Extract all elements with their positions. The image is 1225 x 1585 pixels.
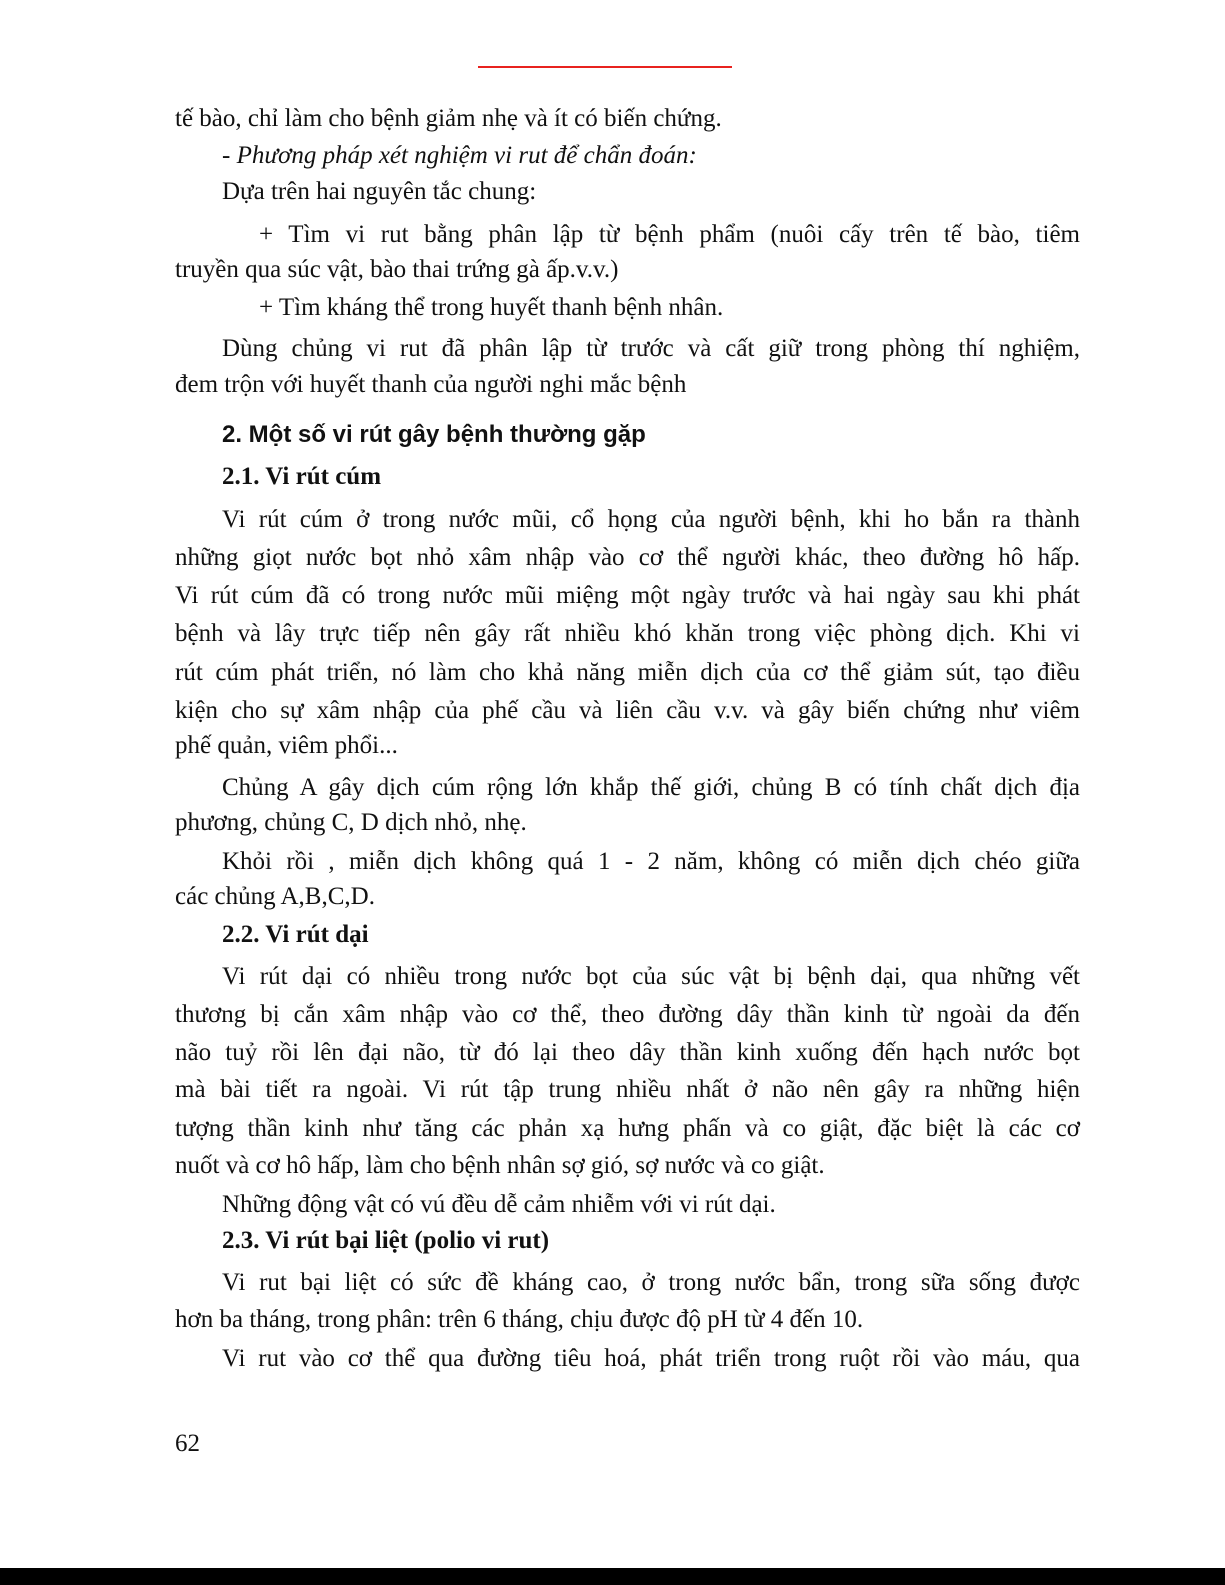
text-line: Vi rut vào cơ thể qua đường tiêu hoá, phát triển trong ruột rồi vào máu, qua [222,1345,1080,1372]
text-line: tế bào, chỉ làm cho bệnh giảm nhẹ và ít có biến chứng. [175,105,722,132]
text-line: truyền qua súc vật, bào thai trứng gà ấp.v.v.) [175,256,619,283]
text-line: + Tìm vi rut bằng phân lập từ bệnh phẩm (nuôi cấy trên tế bào, tiêm [259,221,1080,248]
text-line: hơn ba tháng, trong phân: trên 6 tháng, chịu được độ pH từ 4 đến 10. [175,1306,864,1333]
text-line: đem trộn với huyết thanh của người nghi mắc bệnh [175,371,687,398]
header-rule [478,66,732,68]
text-line: những giọt nước bọt nhỏ xâm nhập vào cơ thể người khác, theo đường hô hấp. [175,544,1080,571]
text-line: Khỏi rồi , miễn dịch không quá 1 - 2 năm, không có miễn dịch chéo giữa [222,848,1080,875]
text-line: Vi rút dại có nhiều trong nước bọt của súc vật bị bệnh dại, qua những vết [222,963,1080,990]
text-line: Những động vật có vú đều dễ cảm nhiễm với vi rút dại. [222,1191,776,1218]
text-line: nuốt và cơ hô hấp, làm cho bệnh nhân sợ gió, sợ nước và co giật. [175,1152,825,1179]
text-line: thương bị cắn xâm nhập vào cơ thể, theo đường dây thần kinh từ ngoài da đến [175,1001,1080,1028]
subsection-heading: 2.2. Vi rút dại [222,921,369,948]
section-heading: 2. Một số vi rút gây bệnh thường gặp [222,421,646,448]
subsection-heading: 2.3. Vi rút bại liệt (polio vi rut) [222,1227,550,1254]
bottom-scan-border [0,1568,1225,1585]
text-line: kiện cho sự xâm nhập của phế cầu và liên cầu v.v. và gây biến chứng như viêm [175,697,1080,724]
text-line: Vi rút cúm đã có trong nước mũi miệng một ngày trước và hai ngày sau khi phát [175,582,1080,609]
italic-subheading: - Phương pháp xét nghiệm vi rut để chẩn đoán: [222,142,697,169]
text-line: phế quản, viêm phổi... [175,732,398,759]
text-line: bệnh và lây trực tiếp nên gây rất nhiều khó khăn trong việc phòng dịch. Khi vi [175,620,1080,647]
text-line: phương, chủng C, D dịch nhỏ, nhẹ. [175,809,527,836]
text-line: Chủng A gây dịch cúm rộng lớn khắp thế giới, chủng B có tính chất dịch địa [222,774,1080,801]
text-line: Dựa trên hai nguyên tắc chung: [222,178,537,205]
text-line: Dùng chủng vi rut đã phân lập từ trước và cất giữ trong phòng thí nghiệm, [222,335,1080,362]
subsection-heading: 2.1. Vi rút cúm [222,463,382,490]
text-line: tượng thần kinh như tăng các phản xạ hưng phấn và co giật, đặc biệt là các cơ [175,1115,1080,1142]
text-line: Vi rut bại liệt có sức đề kháng cao, ở trong nước bẩn, trong sữa sống được [222,1269,1080,1296]
text-line: não tuỷ rồi lên đại não, từ đó lại theo dây thần kinh xuống đến hạch nước bọt [175,1039,1080,1066]
text-line: Vi rút cúm ở trong nước mũi, cổ họng của người bệnh, khi ho bắn ra thành [222,506,1080,533]
text-line: rút cúm phát triển, nó làm cho khả năng miễn dịch của cơ thể giảm sút, tạo điều [175,659,1080,686]
text-line: mà bài tiết ra ngoài. Vi rút tập trung nhiều nhất ở não nên gây ra những hiện [175,1076,1080,1103]
text-line: + Tìm kháng thể trong huyết thanh bệnh nhân. [259,294,724,321]
text-line: các chủng A,B,C,D. [175,883,375,910]
page-number: 62 [175,1430,200,1457]
